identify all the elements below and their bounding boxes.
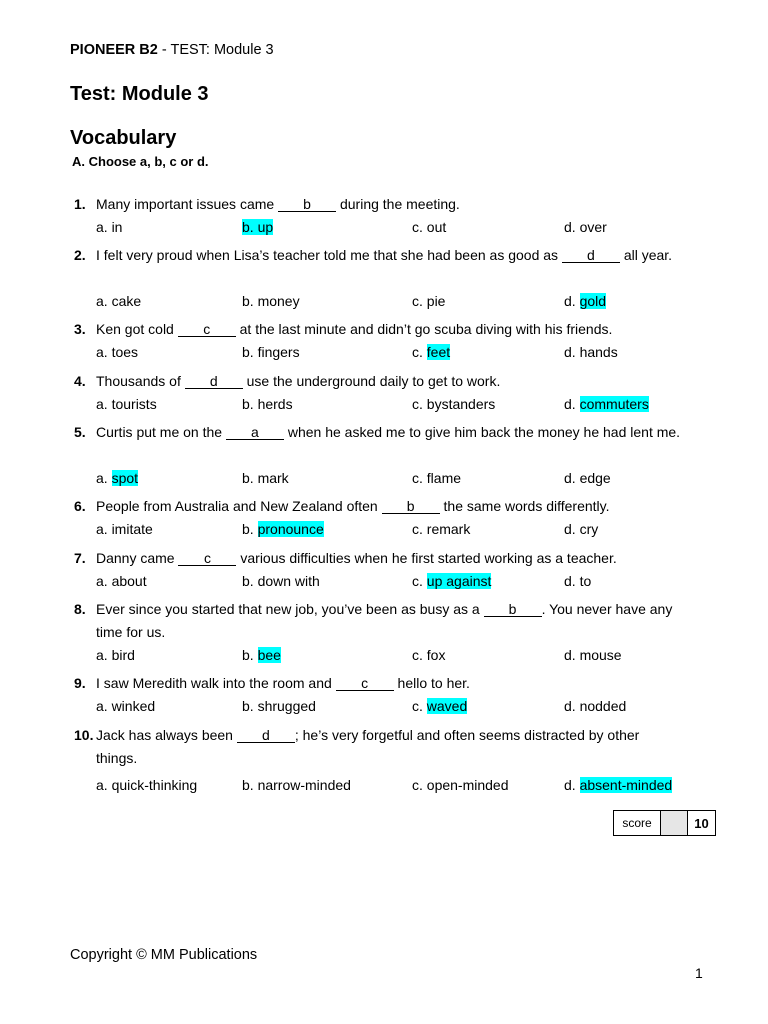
- question-stem: [96, 498, 610, 514]
- page-title: Test: Module 3: [70, 83, 209, 105]
- option-highlight: up against: [426, 573, 492, 589]
- option-a[interactable]: [96, 344, 138, 360]
- question-stem: [96, 424, 680, 440]
- question-stem-continued: time for us.: [96, 624, 166, 640]
- stem-before: Many important issues came: [96, 196, 279, 212]
- header-rest: - TEST: Module 3: [157, 42, 274, 58]
- option-letter: a.: [96, 470, 112, 486]
- question-number: 7.: [74, 550, 86, 566]
- option-letter: a. toes: [96, 344, 139, 360]
- option-d[interactable]: [564, 344, 618, 360]
- option-a[interactable]: [96, 777, 197, 793]
- question-number: 8.: [74, 601, 86, 617]
- answer-blank[interactable]: d: [562, 248, 620, 263]
- stem-after: . You never have any: [541, 601, 673, 617]
- stem-after: during the meeting.: [336, 196, 460, 212]
- stem-before: I saw Meredith walk into the room and: [96, 675, 336, 691]
- option-c[interactable]: [412, 470, 461, 486]
- question-stem: [96, 550, 617, 566]
- option-c[interactable]: [412, 647, 445, 663]
- option-b[interactable]: [242, 647, 281, 663]
- option-letter: b. down with: [242, 573, 320, 589]
- option-d[interactable]: [564, 521, 598, 537]
- option-c[interactable]: [412, 573, 491, 589]
- option-d[interactable]: [564, 219, 607, 235]
- option-c[interactable]: [412, 777, 509, 793]
- option-highlight: gold: [579, 293, 607, 309]
- copyright: Copyright © MM Publications: [70, 947, 258, 963]
- option-letter: d.: [564, 293, 580, 309]
- option-letter: b. narrow-minded: [242, 777, 351, 793]
- option-letter: c. bystanders: [412, 396, 496, 412]
- option-letter: a. quick-thinking: [96, 777, 198, 793]
- section-heading: Vocabulary: [70, 127, 177, 149]
- question-number: 4.: [74, 373, 86, 389]
- option-b[interactable]: [242, 521, 324, 537]
- option-highlight: waved: [426, 698, 468, 714]
- option-letter: a. cake: [96, 293, 142, 309]
- question-stem-continued: things.: [96, 750, 138, 766]
- option-letter: d. to: [564, 573, 592, 589]
- answer-blank[interactable]: d: [185, 374, 243, 389]
- header-brand: PIONEER B2: [70, 42, 158, 58]
- option-d[interactable]: [564, 470, 611, 486]
- page-header: [70, 42, 274, 58]
- option-highlight: b. up: [242, 219, 274, 235]
- question-number: 6.: [74, 498, 86, 514]
- option-highlight: pronounce: [257, 521, 324, 537]
- stem-before: People from Australia and New Zealand often: [96, 498, 382, 514]
- option-letter: d. over: [564, 219, 607, 235]
- option-d[interactable]: [564, 698, 626, 714]
- option-a[interactable]: [96, 219, 122, 235]
- score-field[interactable]: [661, 811, 688, 835]
- option-d[interactable]: [564, 396, 649, 412]
- option-a[interactable]: [96, 470, 138, 486]
- option-b[interactable]: [242, 698, 316, 714]
- answer-blank[interactable]: b: [484, 602, 542, 617]
- option-c[interactable]: [412, 521, 470, 537]
- option-letter: b.: [242, 521, 258, 537]
- option-letter: c.: [412, 344, 427, 360]
- option-letter: b. shrugged: [242, 698, 316, 714]
- option-letter: b. herds: [242, 396, 293, 412]
- option-d[interactable]: [564, 293, 606, 309]
- question-number: 3.: [74, 321, 86, 337]
- option-letter: b. fingers: [242, 344, 300, 360]
- option-letter: d.: [564, 777, 580, 793]
- option-highlight: bee: [257, 647, 281, 663]
- option-letter: c. remark: [412, 521, 471, 537]
- question-number: 1.: [74, 196, 86, 212]
- option-c[interactable]: [412, 344, 450, 360]
- score-box: [613, 810, 716, 836]
- stem-before: Ken got cold: [96, 321, 178, 337]
- option-letter: d. mouse: [564, 647, 622, 663]
- answer-blank[interactable]: b: [382, 499, 440, 514]
- option-a[interactable]: [96, 647, 135, 663]
- option-b[interactable]: [242, 293, 300, 309]
- option-c[interactable]: [412, 293, 445, 309]
- option-c[interactable]: [412, 219, 446, 235]
- option-letter: c.: [412, 573, 427, 589]
- stem-after: use the underground daily to get to work.: [242, 373, 501, 389]
- option-b[interactable]: [242, 396, 293, 412]
- stem-before: Thousands of: [96, 373, 185, 389]
- option-highlight: commuters: [579, 396, 649, 412]
- answer-blank[interactable]: c: [178, 322, 236, 337]
- option-c[interactable]: [412, 396, 495, 412]
- answer-blank[interactable]: c: [336, 676, 394, 691]
- question-number: 9.: [74, 675, 86, 691]
- option-d[interactable]: [564, 647, 622, 663]
- question-stem: [96, 601, 672, 617]
- question-stem: [96, 321, 612, 337]
- option-letter: b. money: [242, 293, 300, 309]
- option-b[interactable]: [242, 344, 300, 360]
- stem-after: various difficulties when he first started working as a teacher.: [236, 550, 617, 566]
- option-letter: c. out: [412, 219, 447, 235]
- option-letter: a. imitate: [96, 521, 153, 537]
- option-b[interactable]: [242, 470, 289, 486]
- answer-blank[interactable]: d: [237, 728, 295, 743]
- question-stem: [96, 373, 500, 389]
- stem-after: at the last minute and didn’t go scuba diving with his friends.: [235, 321, 613, 337]
- question-stem: [96, 727, 639, 743]
- option-a[interactable]: [96, 573, 147, 589]
- stem-after: ; he’s very forgetful and often seems distracted by other: [294, 727, 640, 743]
- stem-before: Danny came: [96, 550, 179, 566]
- option-letter: a. winked: [96, 698, 156, 714]
- option-b[interactable]: [242, 573, 320, 589]
- option-a[interactable]: [96, 521, 153, 537]
- option-a[interactable]: [96, 293, 141, 309]
- question-number: 5.: [74, 424, 86, 440]
- option-letter: b. mark: [242, 470, 289, 486]
- page-number: 1: [695, 965, 703, 981]
- instruction: A. Choose a, b, c or d.: [72, 154, 209, 169]
- option-letter: a. bird: [96, 647, 135, 663]
- question-stem: [96, 675, 470, 691]
- option-letter: a. about: [96, 573, 147, 589]
- stem-after: all year.: [619, 247, 673, 263]
- stem-before: Curtis put me on the: [96, 424, 226, 440]
- answer-blank[interactable]: b: [278, 197, 336, 212]
- option-d[interactable]: [564, 777, 672, 793]
- answer-blank[interactable]: a: [226, 425, 284, 440]
- option-letter: c. pie: [412, 293, 446, 309]
- stem-before: I felt very proud when Lisa’s teacher told me that she had been as good as: [96, 247, 562, 263]
- option-letter: c.: [412, 698, 427, 714]
- option-a[interactable]: [96, 698, 155, 714]
- stem-after: hello to her.: [393, 675, 470, 691]
- option-highlight: spot: [111, 470, 139, 486]
- stem-before: Ever since you started that new job, you’ve been as busy as a: [96, 601, 484, 617]
- option-a[interactable]: [96, 396, 157, 412]
- option-letter: c. open-minded: [412, 777, 509, 793]
- option-highlight: absent-minded: [579, 777, 673, 793]
- option-letter: d. hands: [564, 344, 618, 360]
- option-b[interactable]: [242, 777, 351, 793]
- score-total: 10: [694, 815, 709, 831]
- option-letter: d. nodded: [564, 698, 627, 714]
- option-letter: b.: [242, 647, 258, 663]
- option-letter: c. fox: [412, 647, 446, 663]
- option-letter: a. tourists: [96, 396, 157, 412]
- question-number: 2.: [74, 247, 86, 263]
- stem-before: Jack has always been: [96, 727, 237, 743]
- question-stem: [96, 247, 672, 263]
- question-number: 10.: [74, 727, 94, 743]
- option-letter: d.: [564, 396, 580, 412]
- option-highlight: feet: [426, 344, 451, 360]
- score-label: score: [614, 811, 661, 835]
- stem-after: the same words differently.: [439, 498, 610, 514]
- option-letter: d. cry: [564, 521, 599, 537]
- stem-after: when he asked me to give him back the money he had lent me.: [283, 424, 681, 440]
- question-stem: [96, 196, 460, 212]
- option-letter: d. edge: [564, 470, 611, 486]
- option-c[interactable]: [412, 698, 467, 714]
- option-letter: a. in: [96, 219, 123, 235]
- option-d[interactable]: [564, 573, 591, 589]
- option-b[interactable]: [242, 219, 273, 235]
- answer-blank[interactable]: c: [178, 551, 236, 566]
- option-letter: c. flame: [412, 470, 462, 486]
